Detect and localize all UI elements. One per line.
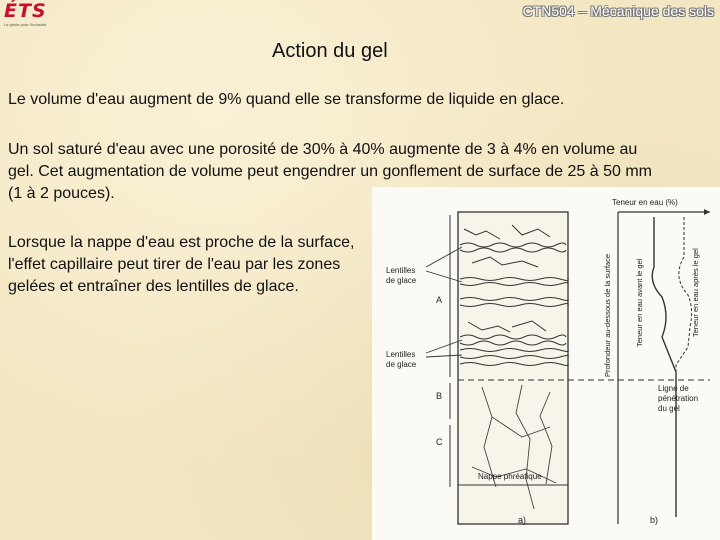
frost-line-label-1: Ligne de bbox=[658, 384, 689, 393]
slide-title: Action du gel bbox=[272, 40, 388, 62]
after-freeze-label: Teneur en eau après le gel bbox=[691, 248, 700, 337]
axis-arrow-icon bbox=[704, 209, 710, 215]
ice-lens-label-2: Lentilles bbox=[386, 350, 416, 359]
zone-a-label: A bbox=[436, 295, 443, 305]
ice-lens-arrows-1 bbox=[426, 247, 462, 282]
water-content-axis-label: Teneur en eau (%) bbox=[612, 198, 678, 207]
logo-tagline: Le génie pour l'industrie bbox=[4, 22, 47, 27]
panel-a-label: a) bbox=[518, 515, 527, 525]
frost-heave-figure bbox=[372, 187, 720, 540]
depth-axis-label: Profondeur au-dessous de la surface bbox=[603, 254, 612, 377]
frost-line-label-3: du gel bbox=[658, 404, 680, 413]
paragraph-volume: Le volume d'eau augment de 9% quand elle se transforme de liquide en glace. bbox=[8, 91, 565, 108]
water-table-label: Nappe phréatique bbox=[478, 472, 542, 481]
zone-b-label: B bbox=[436, 391, 443, 401]
course-header: CTN504 – Mécanique des sols bbox=[522, 3, 714, 19]
water-content-after-curve bbox=[652, 217, 676, 517]
panel-b-label: b) bbox=[650, 515, 659, 525]
logo-wordmark: ÉTS bbox=[4, 0, 47, 22]
paragraph-porosity: Un sol saturé d'eau avec une porosité de 30% à 40% augmente de 3 à 4% en volume au gel. Cet augmentation de volume peut engendrer un gonflement de surface de 25 à 50 mm (1 à 2 pouces). bbox=[8, 141, 652, 202]
water-content-before-curve bbox=[676, 217, 692, 380]
ice-lens-label-2b: de glace bbox=[386, 360, 417, 369]
paragraph-capillary: Lorsque la nappe d'eau est proche de la surface, l'effet capillaire peut tirer de l'eau par les zones gelées et entraîner des lentilles de glace. bbox=[8, 234, 355, 295]
ice-lens-label-1: Lentilles bbox=[386, 266, 416, 275]
ice-lens-label-1b: de glace bbox=[386, 276, 417, 285]
ice-lens-arrows-2 bbox=[426, 340, 462, 357]
before-freeze-label: Teneur en eau avant le gel bbox=[635, 258, 644, 347]
ets-logo bbox=[4, 2, 74, 28]
frost-line-label-2: pénétration bbox=[658, 394, 699, 403]
zone-c-label: C bbox=[436, 437, 443, 447]
